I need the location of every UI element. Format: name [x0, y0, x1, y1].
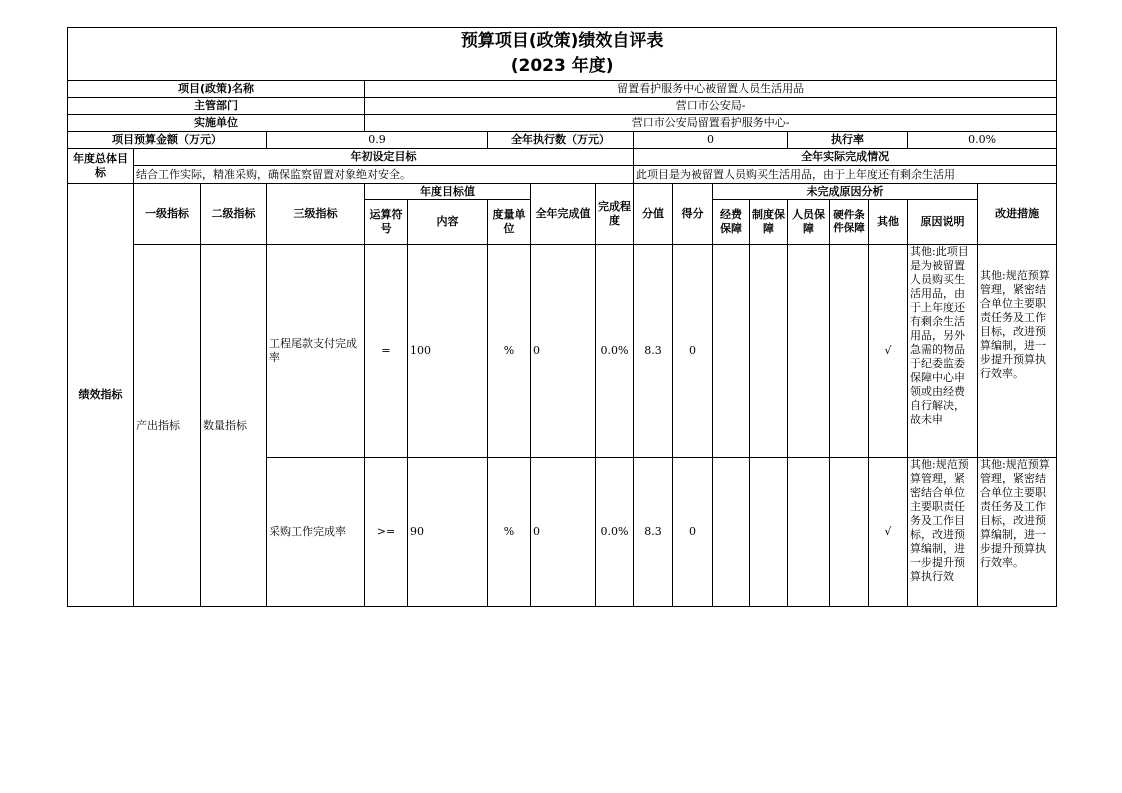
unit-value: 营口市公安局留置看护服务中心-: [365, 115, 1057, 132]
row-funding: [713, 458, 750, 607]
row-improvement-text: 其他:规范预算管理，紧密结合单位主要职责任务及工作目标，改进预算编制，进一步提升预算执行效率。: [980, 269, 1050, 380]
unit-label: 实施单位: [68, 115, 365, 132]
header-staff: 人员保障: [788, 200, 830, 245]
row-operator: =: [365, 245, 408, 458]
initial-goal-text: 结合工作实际，精准采购，确保监察留置对象绝对安全。: [134, 166, 634, 184]
header-content: 内容: [408, 200, 488, 245]
row-explanation-text: 其他:此项目是为被留置人员购买生活用品，由于上年度还有剩余生活用品，另外急需的物品于纪委监委保障中心申领或由经费自行解决，故未申: [910, 245, 969, 426]
row-level3: 采购工作完成率: [267, 458, 365, 607]
exec-value: 0: [634, 132, 788, 149]
row-completed: 0: [531, 245, 596, 458]
actual-completion-text: 此项目是为被留置人员购买生活用品，由于上年度还有剩余生活用: [634, 166, 1057, 184]
dept-label: 主管部门: [68, 98, 365, 115]
header-improvement: 改进措施: [978, 184, 1057, 245]
header-level1: 一级指标: [134, 184, 201, 245]
table-title: [68, 28, 1057, 81]
header-explanation: 原因说明: [908, 200, 978, 245]
row-degree: 0.0%: [596, 458, 634, 607]
budget-value: 0.9: [267, 132, 488, 149]
header-system: 制度保障: [750, 200, 788, 245]
row-explanation: [908, 458, 978, 607]
row-improvement: [978, 458, 1057, 607]
table-row: [68, 245, 1057, 458]
header-completed: 全年完成值: [531, 184, 596, 245]
dept-value: 营口市公安局-: [365, 98, 1057, 115]
row-unit: %: [488, 245, 531, 458]
exec-label: 全年执行数（万元）: [488, 132, 634, 149]
header-operator: 运算符号: [365, 200, 408, 245]
row-content: 90: [408, 458, 488, 607]
row-system: [750, 245, 788, 458]
row-staff: [788, 245, 830, 458]
rate-label: 执行率: [788, 132, 908, 149]
row-completed: 0: [531, 458, 596, 607]
row-hardware: [830, 245, 869, 458]
title-line-1: 预算项目(政策)绩效自评表: [460, 31, 664, 51]
header-funding: 经费保障: [713, 200, 750, 245]
row-improvement: [978, 245, 1057, 458]
header-other: 其他: [869, 200, 908, 245]
project-name-value: 留置看护服务中心被留置人员生活用品: [365, 81, 1057, 98]
header-degree: 完成程度: [596, 184, 634, 245]
row-level2: 数量指标: [201, 245, 267, 607]
row-level3: 工程尾款支付完成率: [267, 245, 365, 458]
row-system: [750, 458, 788, 607]
row-unit: %: [488, 458, 531, 607]
row-score-value: 8.3: [634, 245, 673, 458]
initial-goal-header: 年初设定目标: [134, 149, 634, 166]
annual-goal-label: 年度总体目标: [68, 149, 134, 184]
row-other-check: √: [869, 458, 908, 607]
header-target-group: 年度目标值: [365, 184, 531, 200]
row-level1: 产出指标: [134, 245, 201, 607]
row-improvement-text: 其他:规范预算管理，紧密结合单位主要职责任务及工作目标，改进预算编制，进一步提升预算执行效率。: [980, 458, 1050, 569]
row-explanation: [908, 245, 978, 458]
row-other-check: √: [869, 245, 908, 458]
row-operator: >=: [365, 458, 408, 607]
header-score-value: 分值: [634, 184, 673, 245]
actual-completion-header: 全年实际完成情况: [634, 149, 1057, 166]
budget-label: 项目预算金额（万元）: [68, 132, 267, 149]
row-score-value: 8.3: [634, 458, 673, 607]
row-score: 0: [673, 458, 713, 607]
header-score: 得分: [673, 184, 713, 245]
title-line-2: (2023 年度): [510, 56, 614, 76]
row-funding: [713, 245, 750, 458]
self-evaluation-sheet: [67, 27, 1056, 607]
row-degree: 0.0%: [596, 245, 634, 458]
evaluation-table: [67, 27, 1057, 607]
header-level2: 二级指标: [201, 184, 267, 245]
row-content: 100: [408, 245, 488, 458]
row-staff: [788, 458, 830, 607]
rate-value: 0.0%: [908, 132, 1057, 149]
row-hardware: [830, 458, 869, 607]
header-level3: 三级指标: [267, 184, 365, 245]
performance-indicators-label: 绩效指标: [68, 184, 134, 607]
row-explanation-text: 其他:规范预算管理，紧密结合单位主要职责任务及工作目标，改进预算编制，进一步提升预算执行效: [910, 458, 969, 583]
project-name-label: 项目(政策)名称: [68, 81, 365, 98]
header-hardware: 硬件条件保障: [830, 200, 869, 245]
header-reason-group: 未完成原因分析: [713, 184, 978, 200]
row-score: 0: [673, 245, 713, 458]
header-unit: 度量单位: [488, 200, 531, 245]
